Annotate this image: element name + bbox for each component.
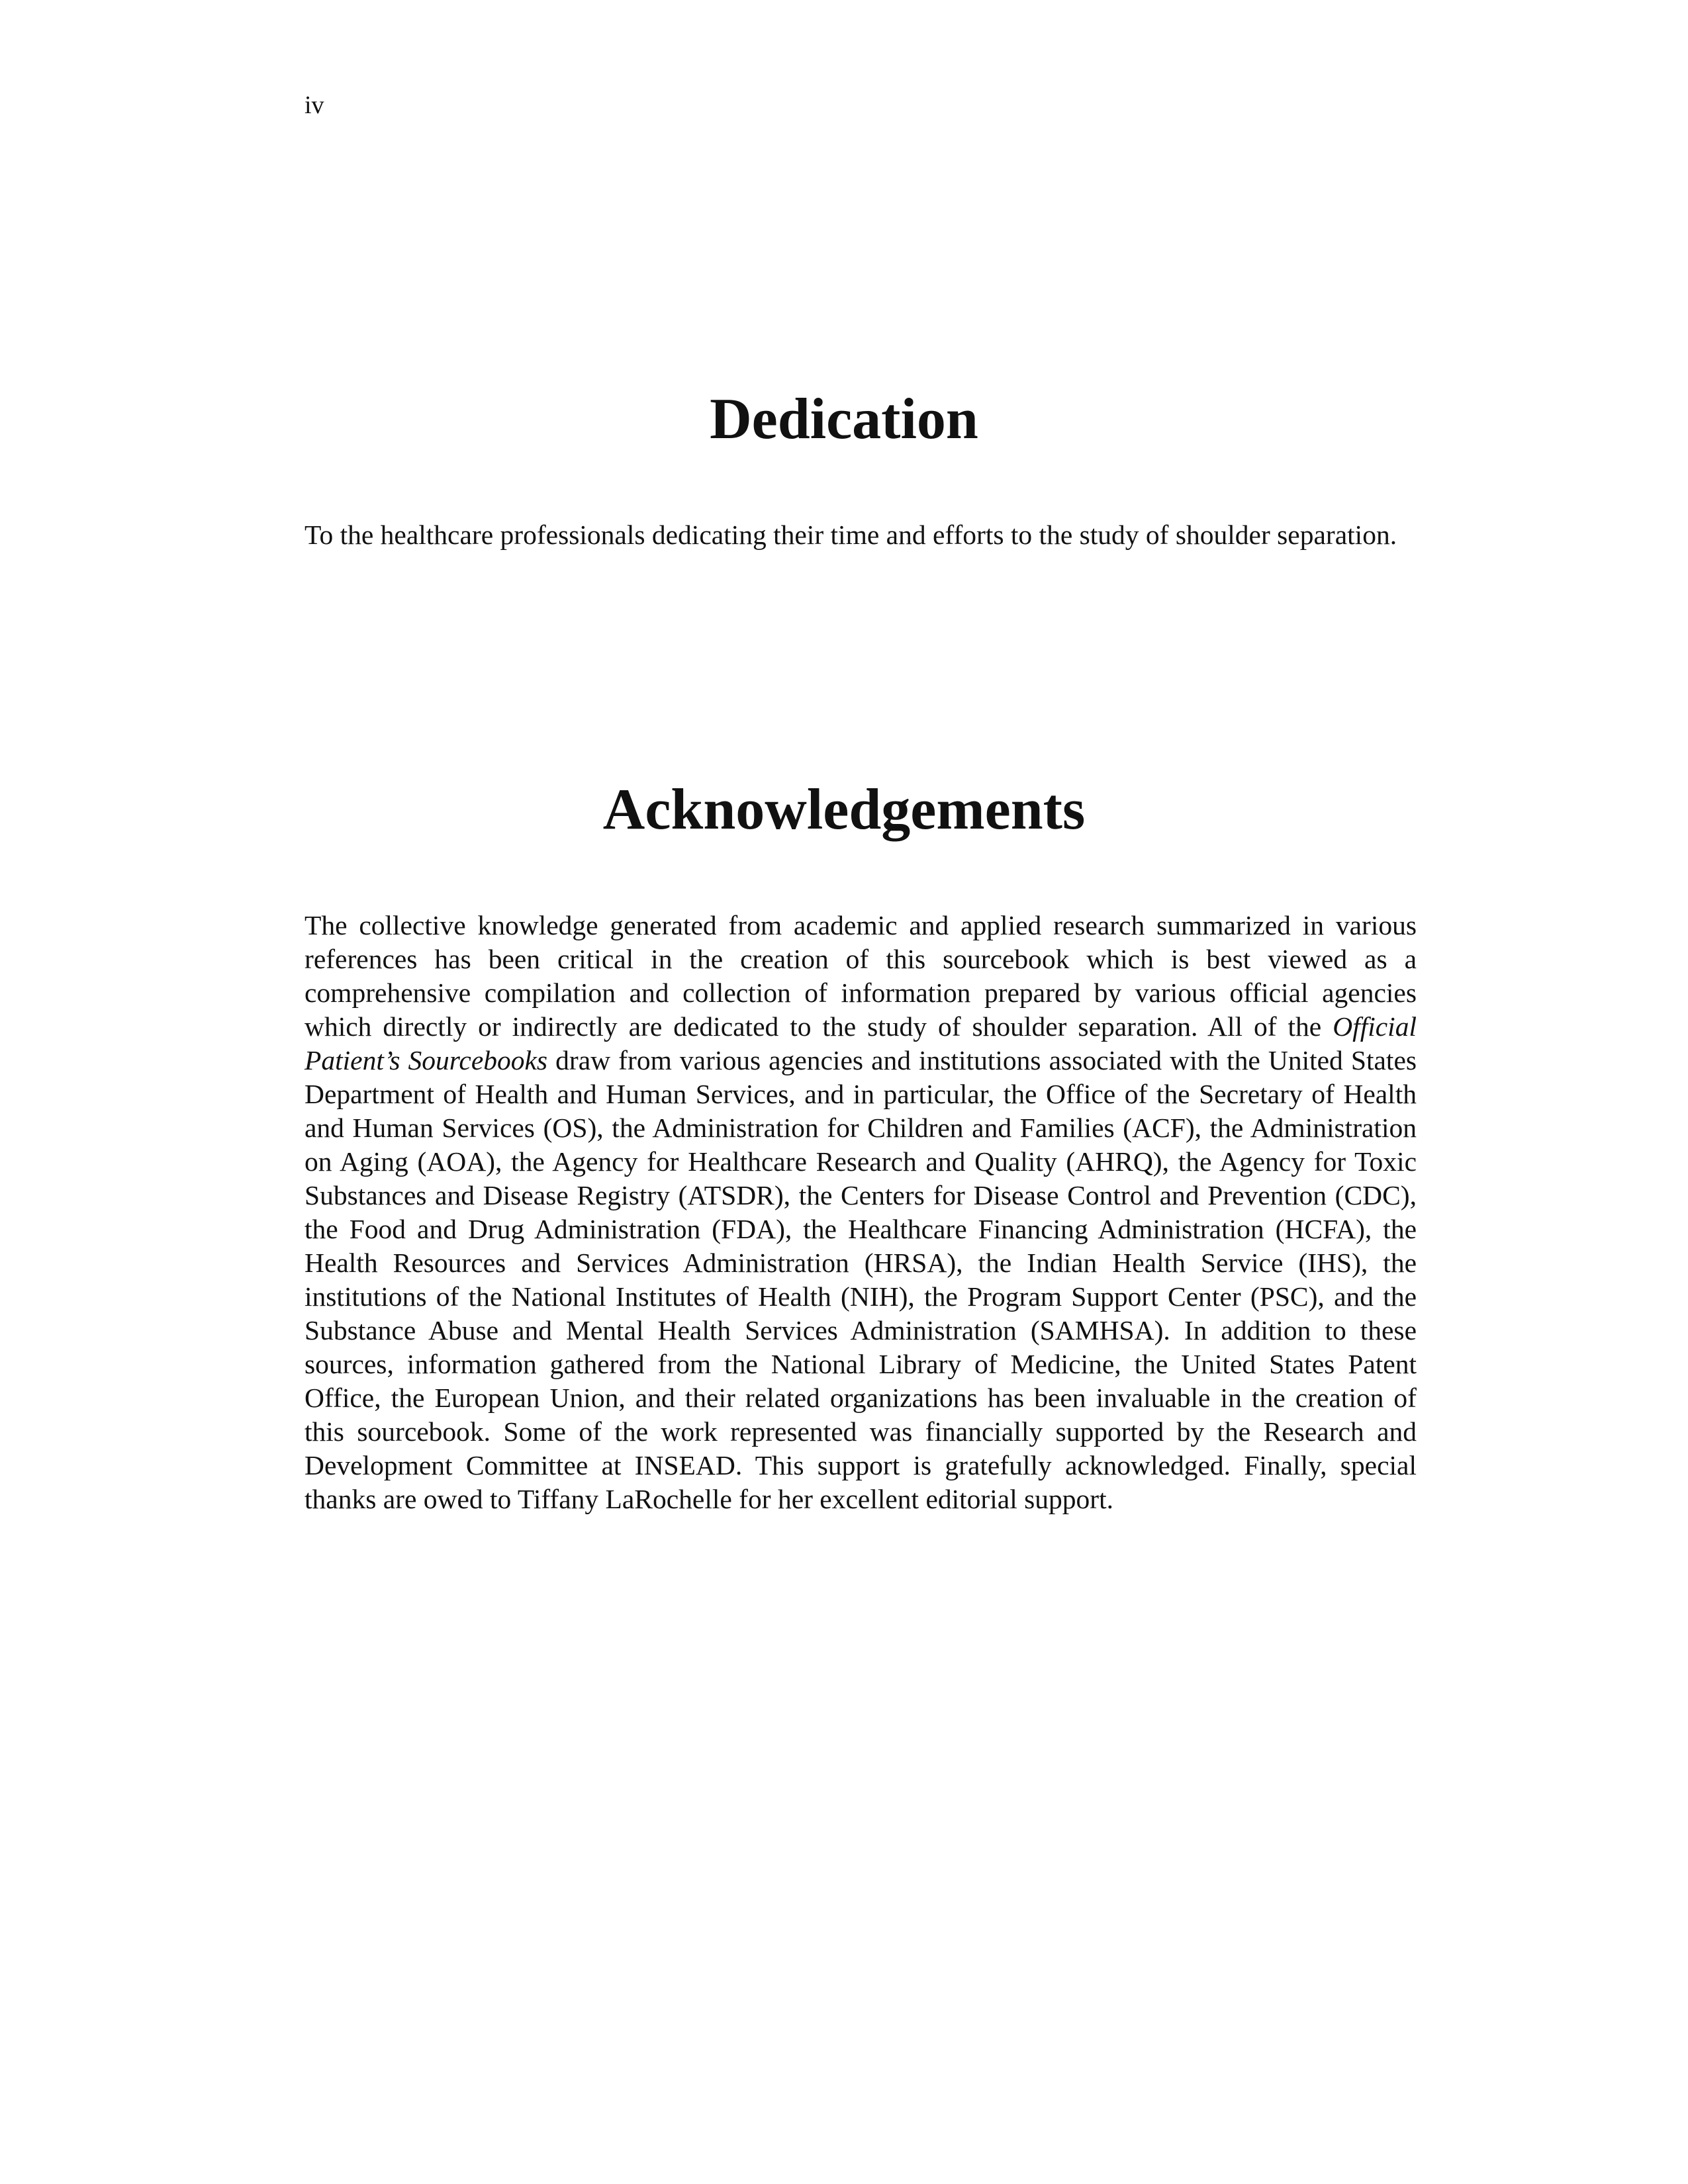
acknowledgements-heading: Acknowledgements <box>602 778 1086 842</box>
dedication-heading: Dedication <box>710 387 978 451</box>
acknowledgements-text-part-2: draw from various agencies and institutions associated with the United States Department of Health and Human Services, and in particular, the Office of the Secretary of Health and Human Services (OS), the Administration for Children and Families (ACF), the Administration on Aging (AOA), the Agency for Healthcare Research and Quality (AHRQ), the Agency for Toxic Substances and Disease Registry (ATSDR), the Centers for Disease Control and Prevention (CDC), the Food and Drug Administration (FDA), the Healthcare Financing Administration (HCFA), the Health Resources and Services Administration (HRSA), the Indian Health Service (IHS), the institutions of the National Institutes of Health (NIH), the Program Support Center (PSC), and the Substance Abuse and Mental Health Services Administration (SAMHSA). In addition to these sources, information gathered from the National Library of Medicine, the United States Patent Office, the European Union, and their related organizations has been invaluable in the creation of this sourcebook. Some of the work represented was financially supported by the Research and Development Committee at INSEAD. This support is gratefully acknowledged. Finally, special thanks are owed to Tiffany LaRochelle for her excellent editorial support. <box>305 1045 1417 1514</box>
page-number: iv <box>305 91 324 119</box>
acknowledgements-text-part-1: The collective knowledge generated from academic and applied research summarized in various references has been critical in the creation of this sourcebook which is best viewed as a comprehensive compilation and collection of information prepared by various official agencies which directly or indirectly are dedicated to the study of shoulder separation. All of the <box>305 910 1417 1042</box>
acknowledgements-text <box>305 909 1417 1516</box>
dedication-text: To the healthcare professionals dedicating their time and efforts to the study of shoulder separation. <box>305 520 1397 550</box>
sourcebooks-italic-title: Official Patient’s Sourcebooks <box>305 1011 1417 1075</box>
